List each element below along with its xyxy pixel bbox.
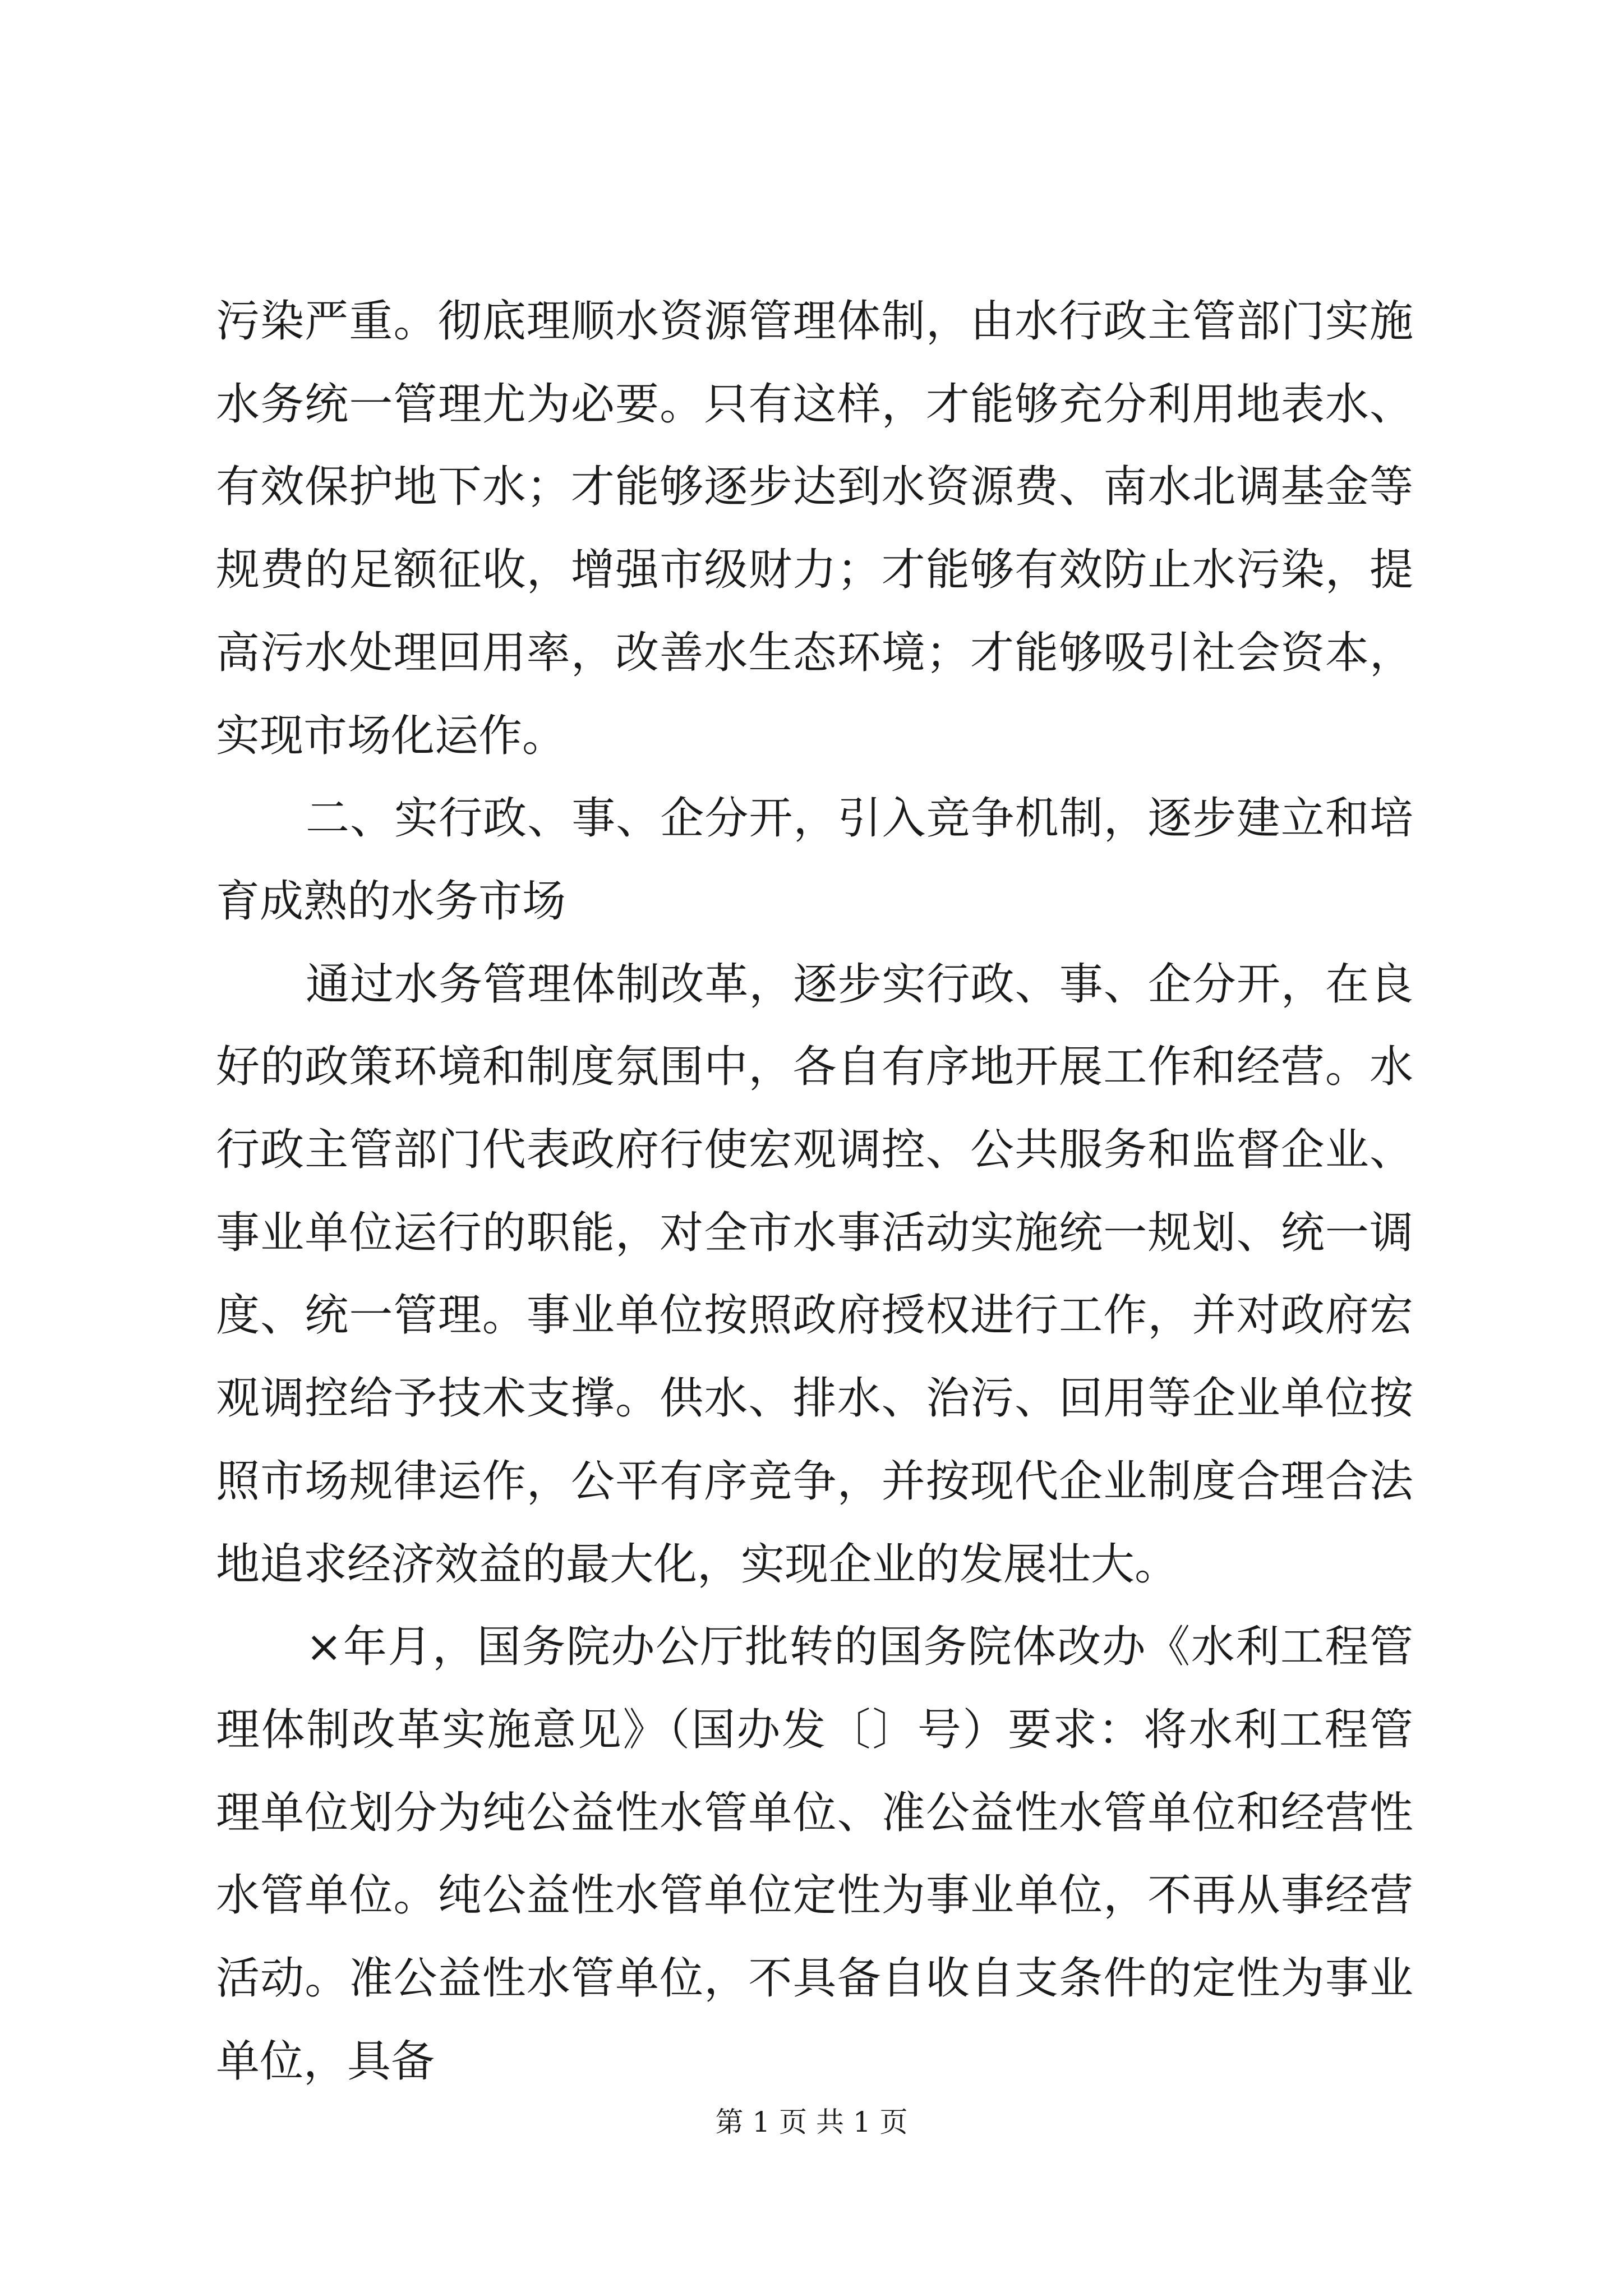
paragraph: 通过水务管理体制改革，逐步实行政、事、企分开，在良好的政策环境和制度氛围中，各自有序地开展工作和经营。水行政主管部门代表政府行使宏观调控、公共服务和监督企业、事业单位运行的职能，对全市水事活动实施统一规划、统一调度、统一管理。事业单位按照政府授权进行工作，并对政府宏观调控给予技术支撑。供水、排水、治污、回用等企业单位按照市场规律运作，公平有序竞争，并按现代企业制度合理合法地追求经济效益的最大化，实现企业的发展壮大。	[216, 959, 1413, 1590]
section-heading: 二、实行政、事、企分开，引入竞争机制，逐步建立和培育成熟的水务市场	[216, 793, 1413, 927]
paragraph: ×年月，国务院办公厅批转的国务院体改办《水利工程管理体制改革实施意见》（国办发〔〕号）要求：将水利工程管理单位划分为纯公益性水管单位、准公益性水管单位和经营性水管单位。纯公益性水管单位定性为事业单位，不再从事经营活动。准公益性水管单位，不具备自收自支条件的定性为事业单位，具备	[216, 1622, 1413, 2087]
paragraph-continuation: 污染严重。彻底理顺水资源管理体制，由水行政主管部门实施水务统一管理尤为必要。只有这样，才能够充分利用地表水、有效保护地下水；才能够逐步达到水资源费、南水北调基金等规费的足额征收，增强市级财力；才能够有效防止水污染，提高污水处理回用率，改善水生态环境；才能够吸引社会资本，实现市场化运作。	[216, 296, 1413, 761]
page-footer: 第 1 页 共 1 页	[715, 2106, 908, 2138]
document-body	[216, 280, 1413, 2103]
